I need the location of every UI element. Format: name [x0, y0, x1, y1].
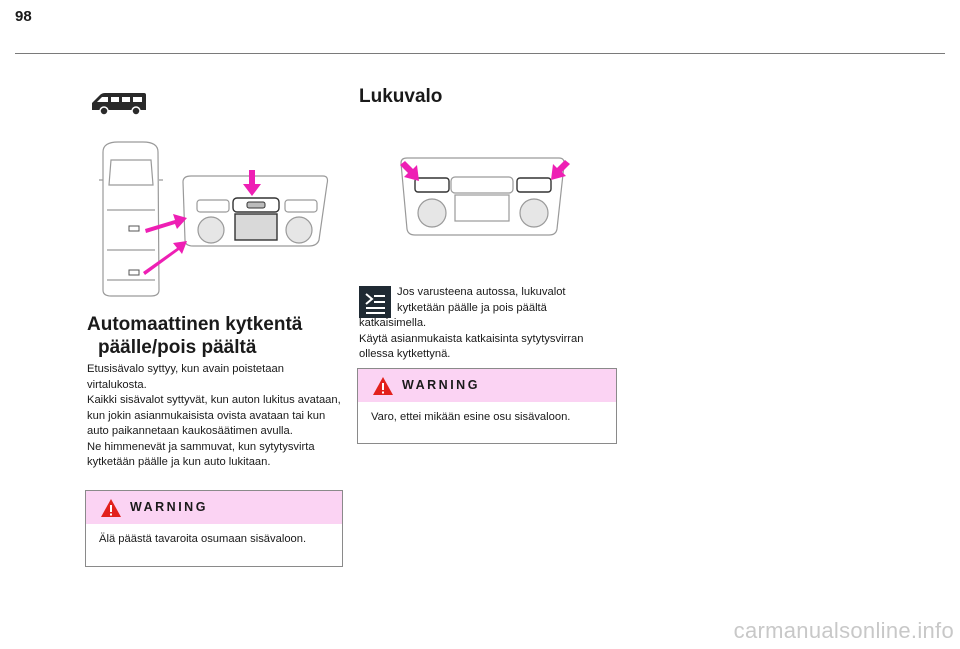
warning-box-left [85, 490, 343, 567]
warning-text: Älä päästä tavaroita osumaan sisävaloon. [99, 533, 307, 545]
warning-label: WARNING [130, 500, 208, 514]
watermark: carmanualsonline.info [733, 618, 954, 643]
warning-text: Varo, ettei mikään esine osu sisävaloon. [371, 411, 571, 423]
warning-triangle-icon [100, 498, 122, 518]
warning-label: WARNING [402, 378, 480, 392]
warning-triangle-icon [372, 376, 394, 396]
top-rule [15, 53, 945, 54]
page-number: 98 [15, 8, 32, 25]
heading-line-2: päälle/pois päältä [98, 337, 257, 358]
warning-box-right [357, 368, 617, 444]
note-line: Käytä asianmukaista katkaisinta sytytysvirran ollessa kytkettynä. [359, 332, 584, 360]
reading-light-illustration [393, 155, 573, 243]
warning-header [86, 491, 342, 524]
paragraph: Ne himmenevät ja sammuvat, kun sytytysvirta kytketään päälle ja kun auto lukitaan. [87, 440, 315, 468]
note-line: kytketään päälle ja pois päältä [397, 301, 547, 314]
reading-light-body [359, 285, 607, 363]
warning-header [358, 369, 616, 402]
paragraph: Etusisävalo syttyy, kun avain poistetaan virtalukosta. [87, 363, 284, 391]
section-heading-reading-light: Lukuvalo [359, 86, 443, 107]
van-icon [90, 88, 148, 116]
auto-switch-body [87, 362, 342, 471]
section-heading-auto-switch [87, 313, 337, 359]
paragraph: Kaikki sisävalot syttyvät, kun auton lukitus avataan, kun jokin asianmukaisista ovista avataan tai kun auto paikannetaan kaukosäätimen avulla. [87, 394, 341, 437]
note-line: katkaisimella. [359, 317, 427, 329]
note-line: Jos varusteena autossa, lukuvalot [397, 286, 566, 298]
interior-light-illustration [93, 140, 333, 300]
heading-line-1: Automaattinen kytkentä [87, 314, 303, 335]
